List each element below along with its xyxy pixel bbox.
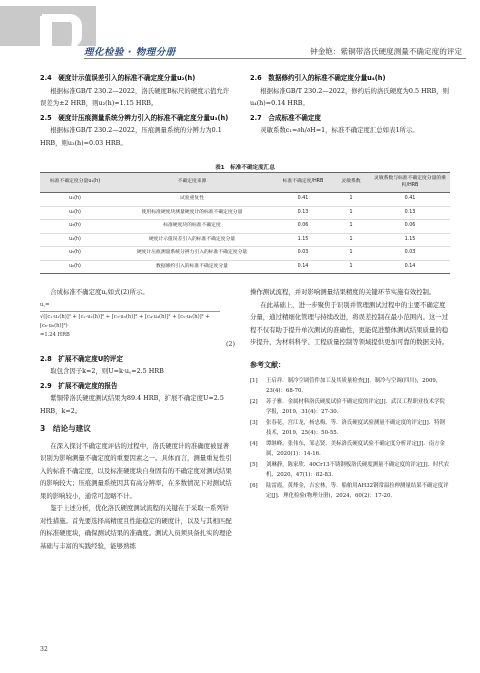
table-cell: 0.13 xyxy=(370,206,450,220)
table-cell: 1 xyxy=(332,206,370,220)
section-2-6-title: 2.6 数据修约引入的标准不确定度分量u₄(h) xyxy=(250,74,386,82)
equation-2 xyxy=(40,301,235,349)
combined-intro: 合成标准不确定度u꜀如式(2)所示。 xyxy=(50,288,149,296)
reference-number: [2] xyxy=(250,399,258,405)
reference-item xyxy=(250,461,450,480)
section-2-5-body: 根据标准GB/T 230.2—2022，压痕测量系统的分辨力为0.1 HRB，则u₃(h)=0.03 HRB。 xyxy=(40,126,222,147)
continued-paragraph: 操作测试流程，并对影响测量结果精度的关键环节实施有效控制。 xyxy=(250,288,436,296)
section-3-title: 3 结论与建议 xyxy=(40,424,91,433)
table-cell: 0.41 xyxy=(370,193,450,207)
header-divider xyxy=(84,58,466,59)
reference-number: [6] xyxy=(250,483,258,489)
reference-text: 谭继峰，张伟东，邹志贤．美标洛氏硬度试验不确定度分析评定[J]．南方金属，2020(1)：14-16. xyxy=(266,441,445,457)
table-cell: u₂(h) xyxy=(40,206,110,220)
page-header xyxy=(0,0,480,62)
table-cell: 0.06 xyxy=(370,220,450,234)
left-column-bottom xyxy=(40,286,235,552)
reference-text: 陆雷霞，黄烽金，吉宏林，等．船舶用AH32钢常温拉伸测量结果不确定度评定[J]．理化检验(物理分册)，2024，60(2)：17-20. xyxy=(266,483,449,499)
table-header-cell: 不确定度来源 xyxy=(110,173,274,193)
reference-item xyxy=(250,440,450,459)
table-cell: 1 xyxy=(332,193,370,207)
reference-number: [1] xyxy=(250,378,258,384)
formula-lhs: u꜀= xyxy=(40,301,50,308)
section-2-8-body: 取包含因子k=2，则U=k·u꜀=2.5 HRB xyxy=(50,367,164,375)
table-cell: u₅(h) xyxy=(40,247,110,261)
table-cell: 1.15 xyxy=(274,233,332,247)
table-cell: 0.14 xyxy=(274,260,332,274)
table-cell: u₃(h) xyxy=(40,220,110,234)
section-2-5-title: 2.5 硬度计压痕测量系统分辨力引入的标准不确定度分量u₃(h) xyxy=(40,113,229,122)
uncertainty-table xyxy=(40,172,450,274)
table-cell: 0.03 xyxy=(370,247,450,261)
table-cell: 1 xyxy=(332,247,370,261)
right-column-top xyxy=(250,70,450,137)
table-cell: 1.15 xyxy=(370,233,450,247)
section-2-7-title: 2.7 合成标准不确定度 xyxy=(250,113,322,122)
table-header-cell: 标准不确定度/HRB xyxy=(274,173,332,193)
section-2-4-title: 2.4 硬度计示值误差引入的标准不确定度分量u₂(h) xyxy=(40,74,196,82)
table-cell: 0.14 xyxy=(370,260,450,274)
section-2-9-title: 2.9 扩展不确定度的报告 xyxy=(40,381,118,390)
table-cell: 标准硬度块的标准不确定度 xyxy=(110,220,274,234)
references-title: 参考文献： xyxy=(250,360,285,369)
journal-logo xyxy=(0,6,96,46)
table-row xyxy=(40,260,450,274)
page-number: 32 xyxy=(40,646,48,653)
table-cell: u₆(h) xyxy=(40,260,110,274)
reference-text: 苏子雅．金属材料洛氏硬度试验不确定度的评定[J]．武汉工程职业技术学院学报，2019，31(4)：27-30. xyxy=(266,399,445,415)
right-column-bottom xyxy=(250,286,450,503)
table-row xyxy=(40,193,450,207)
table-row xyxy=(40,220,450,234)
table-cell: u₄(h) xyxy=(40,233,110,247)
formula-result: =1.24 HRB xyxy=(40,331,70,338)
reference-item xyxy=(250,377,450,396)
table-caption: 表1 标准不确定度汇总 xyxy=(215,165,275,171)
section-3-paragraph: 鉴于上述分析，优化洛氏硬度测试流程的关键在于采取一系列针对性措施。首先要选择高精度且性能稳定的硬度计，以及与其相匹配的标准硬度块，确保测试结果的准确度。测试人员须具备扎实的理论基础与丰富的实践经验，能够熟练 xyxy=(40,504,232,550)
section-2-6-body: 根据标准GB/T 230.2—2022，修约后的洛氏硬度为0.5 HRB，则u₄(h)=0.14 HRB。 xyxy=(250,86,449,107)
formula-rhs: √([c₁·u₁(h)]² + [c₂·u₂(h)]² + [c₃·u₃(h)]² + [c₄·u₄(h)]² + [c₅·u₅(h)]² + [c₆·u₆(h)]²) xyxy=(40,313,210,329)
table-cell: 1 xyxy=(332,220,370,234)
equation-number: (2) xyxy=(225,339,235,348)
table-cell: 0.06 xyxy=(274,220,332,234)
section-2-7-body: 灵敏系数c₁=∂h/∂H=1，标准不确定度汇总如表1所示。 xyxy=(260,126,419,134)
column-tag: 理化检验 · 物理分册 xyxy=(84,47,176,58)
table-cell: 0.13 xyxy=(274,206,332,220)
section-2-9-body: 紫铜带洛氏硬度测试结果为89.4 HRB，扩展不确定度U=2.5 HRB，k=2。 xyxy=(40,394,224,415)
table-row xyxy=(40,233,450,247)
table-cell: 使用标准硬度块测量硬度计的标准不确定度分量 xyxy=(110,206,274,220)
table-header-row xyxy=(40,173,450,193)
table-cell: 硬度计压痕测量系统分辨力引入的标准不确定度分量 xyxy=(110,247,274,261)
paragraph: 在此基础上，进一步聚焦于识别并管理测试过程中的主要不确定度分量，通过精细化管理与持续改进，将误差控制在最小范围内。这一过程不仅有助于提升单次测试的准确性，更能促进整体测试结果质量的稳步提升，为材料科学、工程质量控制等领域提供更加可靠的数据支持。 xyxy=(250,300,449,346)
table-cell: u₁(h) xyxy=(40,193,110,207)
section-2-4-body: 根据标准GB/T 230.2—2022，洛氏硬度B标尺的硬度示值允许误差为±2 HRB，则u₂(h)=1.15 HRB。 xyxy=(40,86,230,107)
table-row xyxy=(40,206,450,220)
table-cell: 数据修约引入的标准不确定度分量 xyxy=(110,260,274,274)
reference-number: [4] xyxy=(250,441,258,447)
table-cell: 硬度计示值误差引入的标准不确定度分量 xyxy=(110,233,274,247)
table-header-cell: 灵敏系数 xyxy=(332,173,370,193)
section-3-paragraph: 在深入探讨不确定度评估的过程中，洛氏硬度计的准确度被显著识别为影响测量不确定度的重要因素之一。具体而言，测量重复性引入的标准不确定度，以及标准硬度块自身固有的不确定度对测试结果的影响较大；压痕测量系统因其有高分辨率，在多数情况下对测试结果的影响较小，通常可忽略不计。 xyxy=(40,441,232,500)
table-row xyxy=(40,247,450,261)
reference-item xyxy=(250,398,450,417)
reference-number: [3] xyxy=(250,420,258,426)
reference-item xyxy=(250,419,450,438)
reference-item xyxy=(250,482,450,501)
left-column-top xyxy=(40,70,235,149)
table-cell: 0.03 xyxy=(274,247,332,261)
reference-text: 张春花，宫江龙，杨忠梅，等．洛氏硬度试验测量不确定度的评定[J]．特钢技术，2019，25(4)：50-55. xyxy=(266,420,445,436)
table-cell: 1 xyxy=(332,233,370,247)
table-cell: 1 xyxy=(332,260,370,274)
section-2-8-title: 2.8 扩展不确定度U的评定 xyxy=(40,354,123,363)
table-cell: 试验重复性 xyxy=(110,193,274,207)
table-cell: 0.41 xyxy=(274,193,332,207)
reference-number: [5] xyxy=(250,462,258,468)
table-header-cell: 灵敏系数与标准不确定度分量的乘积/HRB xyxy=(370,173,450,193)
running-title: 钟金艳：紫铜带洛氏硬度测量不确定度的评定 xyxy=(310,47,462,56)
reference-text: 王启祥．制冷空调管件加工及其质量检查[J]．制冷与空调(四川)，2009，23(4)：68-70. xyxy=(266,378,442,394)
table-header-cell: 标准不确定度分量u₁(h) xyxy=(40,173,110,193)
reference-text: 刘琳静，陈家欣．40Cr13不锈钢板洛氏硬度测量不确定度的评定[J]．时代农机，2020，47(1)：82-83. xyxy=(266,462,450,478)
